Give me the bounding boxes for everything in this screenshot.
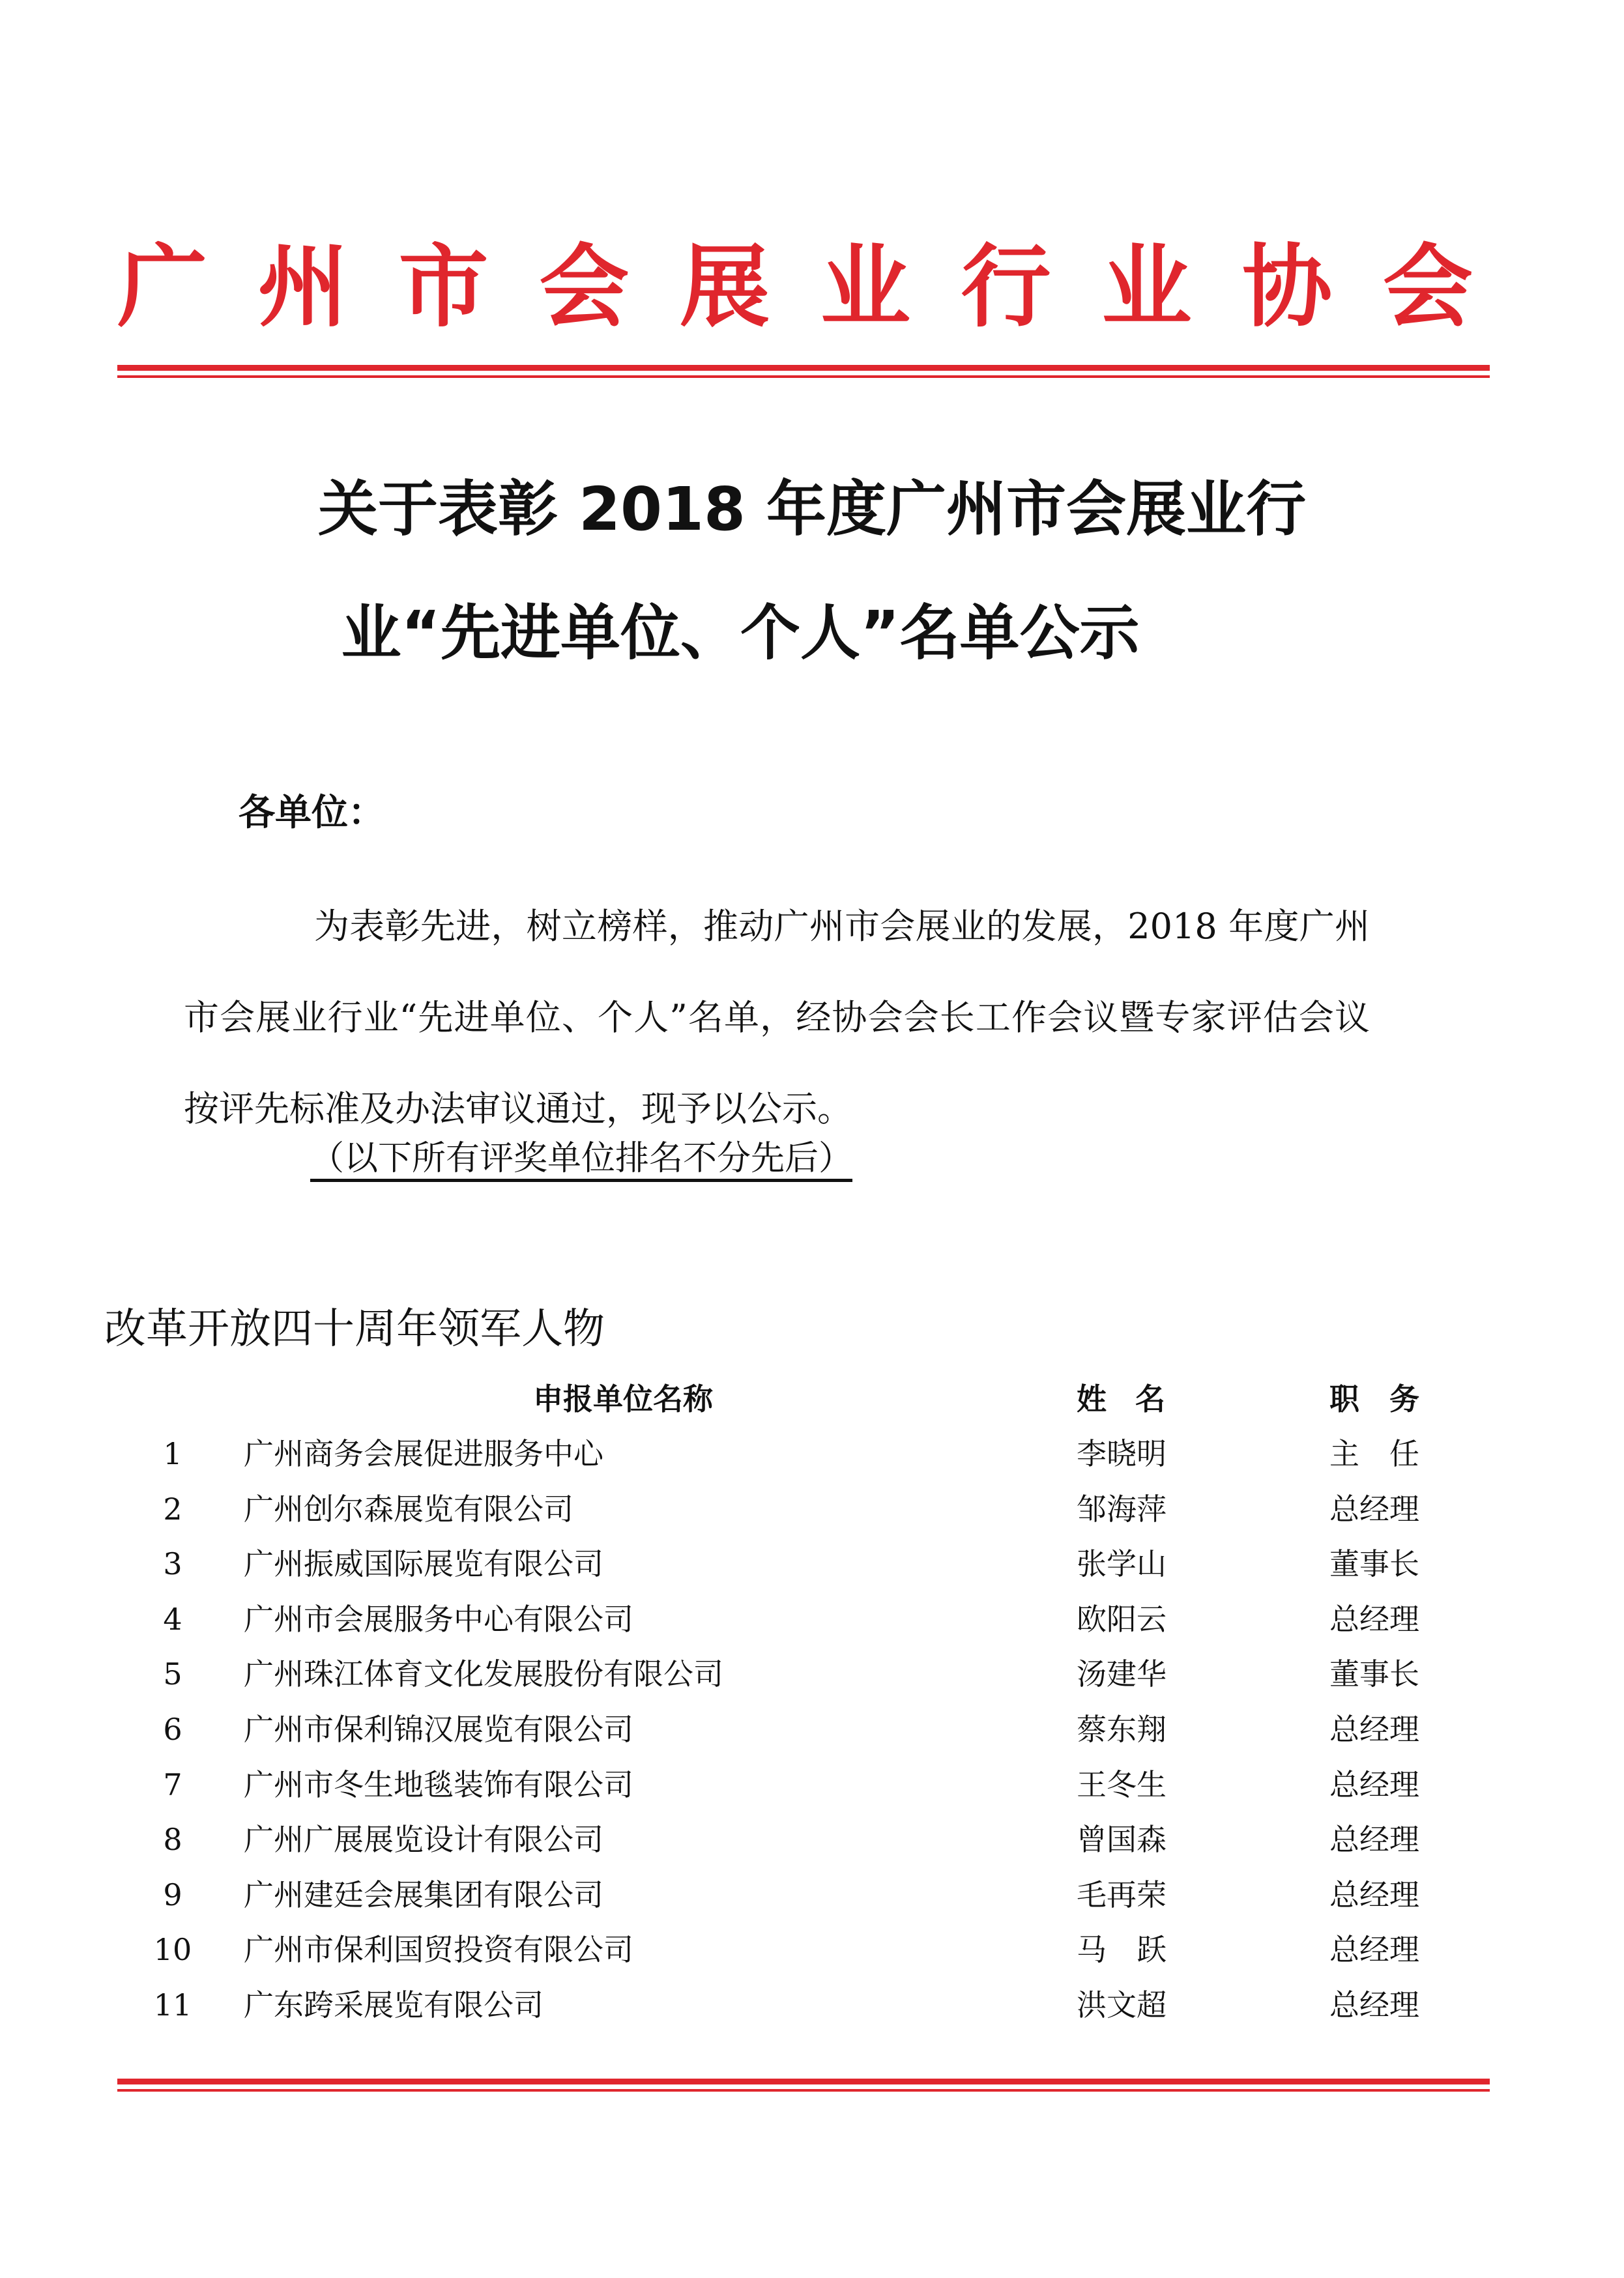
row-number: 3 bbox=[163, 1546, 182, 1582]
header-char: 会 bbox=[539, 233, 630, 339]
row-number: 6 bbox=[163, 1711, 182, 1747]
header-char: 协 bbox=[1242, 233, 1333, 339]
person-name: 王冬生 bbox=[1077, 1766, 1167, 1802]
job-title: 总经理 bbox=[1329, 1932, 1419, 1968]
body-paragraph: 为表彰先进，树立榜样，推动广州市会展业的发展，2018 年度广州市会展业行业“先进单位、个人”名单，经协会会长工作会议暨专家评估会议按评先标准及办法审议通过，现予以公示。 bbox=[184, 906, 1370, 1129]
section-title: 改革开放四十周年领军人物 bbox=[104, 1305, 605, 1353]
job-title: 总经理 bbox=[1329, 1711, 1419, 1747]
person-name: 张学山 bbox=[1077, 1546, 1167, 1582]
header-char: 州 bbox=[257, 233, 348, 339]
person-name: 曾国森 bbox=[1077, 1822, 1167, 1858]
table-row bbox=[0, 1541, 1624, 1596]
person-name: 马 跃 bbox=[1077, 1932, 1167, 1968]
row-number: 5 bbox=[163, 1656, 182, 1692]
header-char: 业 bbox=[1101, 233, 1192, 339]
person-name: 汤建华 bbox=[1077, 1656, 1167, 1692]
table-row bbox=[0, 1596, 1624, 1652]
salutation: 各单位： bbox=[239, 792, 384, 834]
organization-header bbox=[117, 235, 1473, 339]
table-row bbox=[0, 1431, 1624, 1486]
table-row bbox=[0, 1817, 1624, 1872]
row-number: 11 bbox=[153, 1987, 192, 2023]
unit-name: 广州市会展服务中心有限公司 bbox=[244, 1601, 633, 1637]
job-title: 总经理 bbox=[1329, 1987, 1419, 2023]
person-name: 蔡东翔 bbox=[1077, 1711, 1167, 1747]
job-title: 董事长 bbox=[1329, 1656, 1419, 1692]
job-title: 董事长 bbox=[1329, 1546, 1419, 1582]
unit-name: 广州珠江体育文化发展股份有限公司 bbox=[244, 1656, 723, 1692]
job-title: 总经理 bbox=[1329, 1877, 1419, 1912]
job-title: 总经理 bbox=[1329, 1601, 1419, 1637]
row-number: 8 bbox=[163, 1822, 182, 1858]
header-char: 市 bbox=[398, 233, 489, 339]
unit-name: 广东跨采展览有限公司 bbox=[244, 1987, 544, 2023]
job-title: 总经理 bbox=[1329, 1491, 1419, 1527]
unit-name: 广州市保利锦汉展览有限公司 bbox=[244, 1711, 633, 1747]
header-char: 展 bbox=[680, 233, 770, 339]
row-number: 9 bbox=[163, 1877, 182, 1912]
header-char: 业 bbox=[820, 233, 910, 339]
unit-name: 广州市保利国贸投资有限公司 bbox=[244, 1932, 633, 1968]
table-row bbox=[0, 1872, 1624, 1927]
person-name: 毛再荣 bbox=[1077, 1877, 1167, 1912]
ranking-note: （以下所有评奖单位排名不分先后） bbox=[310, 1139, 853, 1178]
table-row bbox=[0, 1982, 1624, 2038]
unit-name: 广州广展展览设计有限公司 bbox=[244, 1822, 603, 1858]
row-number: 10 bbox=[153, 1932, 192, 1968]
header-char: 会 bbox=[1382, 233, 1473, 339]
document-title-line-1: 关于表彰 2018 年度广州市会展业行 bbox=[317, 474, 1307, 544]
unit-name: 广州创尔森展览有限公司 bbox=[244, 1491, 573, 1527]
table-row bbox=[0, 1651, 1624, 1707]
person-name: 邹海萍 bbox=[1077, 1491, 1167, 1527]
person-name: 洪文超 bbox=[1077, 1987, 1167, 2023]
column-header-unit: 申报单位名称 bbox=[533, 1381, 713, 1417]
unit-name: 广州建廷会展集团有限公司 bbox=[244, 1877, 603, 1912]
person-name: 欧阳云 bbox=[1077, 1601, 1167, 1637]
job-title: 总经理 bbox=[1329, 1822, 1419, 1858]
row-number: 4 bbox=[163, 1601, 182, 1637]
row-number: 7 bbox=[163, 1766, 182, 1802]
header-char: 行 bbox=[961, 233, 1051, 339]
table-row bbox=[0, 1927, 1624, 1982]
header-char: 广 bbox=[117, 233, 208, 339]
column-header-title: 职务 bbox=[1329, 1381, 1449, 1417]
row-number: 1 bbox=[163, 1436, 182, 1471]
footer-divider bbox=[117, 2079, 1490, 2092]
awardee-table bbox=[0, 1431, 1624, 2038]
row-number: 2 bbox=[163, 1491, 182, 1527]
unit-name: 广州市冬生地毯装饰有限公司 bbox=[244, 1766, 633, 1802]
table-row bbox=[0, 1707, 1624, 1762]
person-name: 李晓明 bbox=[1077, 1436, 1167, 1471]
document-title-line-2: 业“先进单位、个人”名单公示 bbox=[341, 598, 1140, 668]
unit-name: 广州商务会展促进服务中心 bbox=[244, 1436, 603, 1471]
table-row bbox=[0, 1486, 1624, 1542]
unit-name: 广州振威国际展览有限公司 bbox=[244, 1546, 603, 1582]
header-divider bbox=[117, 365, 1490, 378]
job-title: 总经理 bbox=[1329, 1766, 1419, 1802]
column-header-name: 姓名 bbox=[1077, 1381, 1194, 1417]
table-row bbox=[0, 1762, 1624, 1817]
job-title: 主 任 bbox=[1329, 1436, 1419, 1471]
